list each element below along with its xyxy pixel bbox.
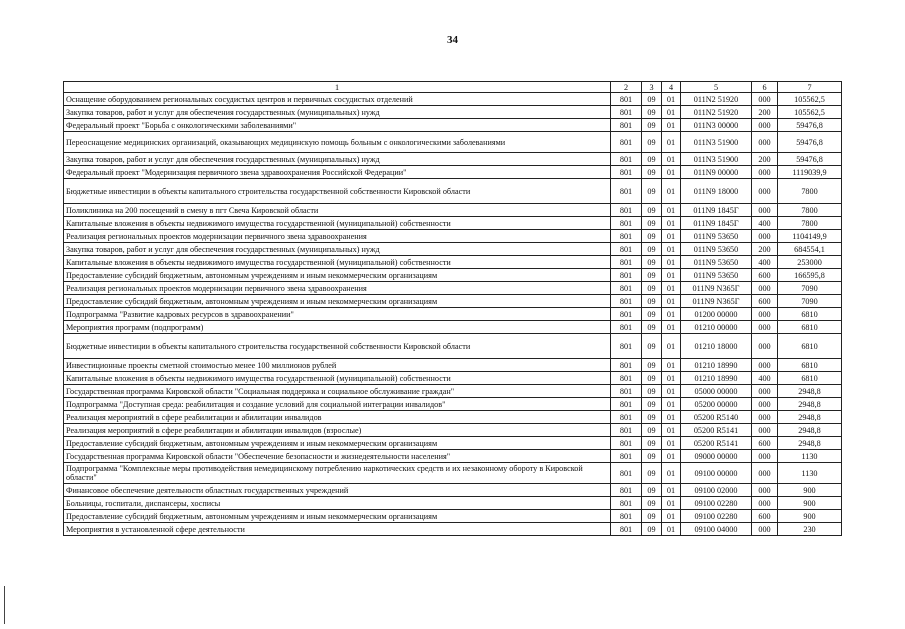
code-cell: 01 xyxy=(662,256,681,269)
code-cell: 09 xyxy=(642,256,662,269)
code-cell: 011N9 53650 xyxy=(681,243,752,256)
code-cell: 09 xyxy=(642,282,662,295)
code-cell: 801 xyxy=(611,359,642,372)
code-cell: 09 xyxy=(642,437,662,450)
column-header: 4 xyxy=(662,82,681,93)
code-cell: 011N2 51920 xyxy=(681,93,752,106)
code-cell: 09 xyxy=(642,295,662,308)
code-cell: 801 xyxy=(611,463,642,484)
row-name-cell: Предоставление субсидий бюджетным, автономным учреждениям и иным некоммерческим организациям xyxy=(64,510,611,523)
amount-cell: 59476,8 xyxy=(778,153,842,166)
amount-cell: 1119039,9 xyxy=(778,166,842,179)
code-cell: 801 xyxy=(611,295,642,308)
row-name-cell: Предоставление субсидий бюджетным, автономным учреждениям и иным некоммерческим организациям xyxy=(64,269,611,282)
code-cell: 801 xyxy=(611,93,642,106)
code-cell: 801 xyxy=(611,411,642,424)
code-cell: 09 xyxy=(642,153,662,166)
code-cell: 01 xyxy=(662,269,681,282)
code-cell: 011N9 1845Г xyxy=(681,217,752,230)
code-cell: 400 xyxy=(752,372,778,385)
code-cell: 01 xyxy=(662,463,681,484)
code-cell: 09100 02000 xyxy=(681,484,752,497)
code-cell: 01 xyxy=(662,450,681,463)
code-cell: 000 xyxy=(752,424,778,437)
code-cell: 01 xyxy=(662,510,681,523)
code-cell: 09100 00000 xyxy=(681,463,752,484)
code-cell: 05200 00000 xyxy=(681,398,752,411)
code-cell: 01 xyxy=(662,204,681,217)
table-row xyxy=(64,484,842,497)
amount-cell: 59476,8 xyxy=(778,119,842,132)
code-cell: 801 xyxy=(611,282,642,295)
code-cell: 400 xyxy=(752,217,778,230)
code-cell: 01 xyxy=(662,484,681,497)
amount-cell: 7090 xyxy=(778,295,842,308)
row-name-cell: Реализация региональных проектов модернизации первичного звена здравоохранения xyxy=(64,282,611,295)
code-cell: 011N9 1845Г xyxy=(681,204,752,217)
code-cell: 09 xyxy=(642,334,662,359)
code-cell: 000 xyxy=(752,132,778,153)
code-cell: 01 xyxy=(662,523,681,536)
code-cell: 01 xyxy=(662,424,681,437)
row-name-cell: Подпрограмма "Комплексные меры противодействия немедицинскому потреблению наркотических средств и их незаконному обороту в Кировской области" xyxy=(64,463,611,484)
column-header: 2 xyxy=(611,82,642,93)
code-cell: 09 xyxy=(642,119,662,132)
amount-cell: 2948,8 xyxy=(778,398,842,411)
code-cell: 000 xyxy=(752,497,778,510)
code-cell: 09 xyxy=(642,359,662,372)
amount-cell: 6810 xyxy=(778,321,842,334)
code-cell: 801 xyxy=(611,510,642,523)
amount-cell: 7800 xyxy=(778,217,842,230)
table-row xyxy=(64,93,842,106)
row-name-cell: Инвестиционные проекты сметной стоимостью менее 100 миллионов рублей xyxy=(64,359,611,372)
code-cell: 09 xyxy=(642,385,662,398)
code-cell: 09 xyxy=(642,308,662,321)
amount-cell: 7800 xyxy=(778,179,842,204)
code-cell: 01 xyxy=(662,230,681,243)
table-row xyxy=(64,510,842,523)
code-cell: 09 xyxy=(642,179,662,204)
code-cell: 000 xyxy=(752,166,778,179)
table-row xyxy=(64,523,842,536)
margin-mark xyxy=(4,586,5,624)
code-cell: 09 xyxy=(642,424,662,437)
code-cell: 01210 00000 xyxy=(681,321,752,334)
code-cell: 09 xyxy=(642,93,662,106)
amount-cell: 7800 xyxy=(778,204,842,217)
row-name-cell: Государственная программа Кировской области "Обеспечение безопасности и жизнедеятельности населения" xyxy=(64,450,611,463)
table-row xyxy=(64,398,842,411)
column-header: 1 xyxy=(64,82,611,93)
code-cell: 09 xyxy=(642,523,662,536)
code-cell: 01 xyxy=(662,359,681,372)
code-cell: 801 xyxy=(611,450,642,463)
code-cell: 011N9 18000 xyxy=(681,179,752,204)
code-cell: 011N9 53650 xyxy=(681,256,752,269)
table-row xyxy=(64,217,842,230)
code-cell: 09 xyxy=(642,230,662,243)
code-cell: 01 xyxy=(662,334,681,359)
code-cell: 011N3 51900 xyxy=(681,132,752,153)
row-name-cell: Реализация региональных проектов модернизации первичного звена здравоохранения xyxy=(64,230,611,243)
code-cell: 801 xyxy=(611,132,642,153)
code-cell: 09 xyxy=(642,243,662,256)
amount-cell: 6810 xyxy=(778,334,842,359)
amount-cell: 105562,5 xyxy=(778,93,842,106)
code-cell: 01 xyxy=(662,166,681,179)
code-cell: 01 xyxy=(662,179,681,204)
code-cell: 000 xyxy=(752,484,778,497)
code-cell: 01 xyxy=(662,411,681,424)
code-cell: 09000 00000 xyxy=(681,450,752,463)
row-name-cell: Поликлиника на 200 посещений в смену в пгт Свеча Кировской области xyxy=(64,204,611,217)
code-cell: 05200 R5141 xyxy=(681,424,752,437)
table-row xyxy=(64,153,842,166)
amount-cell: 6810 xyxy=(778,372,842,385)
table-row xyxy=(64,372,842,385)
code-cell: 01 xyxy=(662,497,681,510)
table-row xyxy=(64,269,842,282)
table-row xyxy=(64,282,842,295)
row-name-cell: Финансовое обеспечение деятельности областных государственных учреждений xyxy=(64,484,611,497)
table-row xyxy=(64,256,842,269)
code-cell: 01 xyxy=(662,398,681,411)
row-name-cell: Федеральный проект "Модернизация первичного звена здравоохранения Российской Федерации" xyxy=(64,166,611,179)
row-name-cell: Предоставление субсидий бюджетным, автономным учреждениям и иным некоммерческим организациям xyxy=(64,437,611,450)
amount-cell: 684554,1 xyxy=(778,243,842,256)
code-cell: 05200 R5140 xyxy=(681,411,752,424)
code-cell: 200 xyxy=(752,153,778,166)
code-cell: 801 xyxy=(611,385,642,398)
code-cell: 200 xyxy=(752,243,778,256)
table-row xyxy=(64,497,842,510)
row-name-cell: Подпрограмма "Доступная среда: реабилитация и создание условий для социальной интеграции инвалидов" xyxy=(64,398,611,411)
row-name-cell: Переоснащение медицинских организаций, оказывающих медицинскую помощь больным с онкологическими заболеваниями xyxy=(64,132,611,153)
amount-cell: 1130 xyxy=(778,450,842,463)
code-cell: 000 xyxy=(752,93,778,106)
code-cell: 801 xyxy=(611,119,642,132)
code-cell: 200 xyxy=(752,106,778,119)
code-cell: 000 xyxy=(752,308,778,321)
row-name-cell: Закупка товаров, работ и услуг для обеспечения государственных (муниципальных) нужд xyxy=(64,153,611,166)
table-row xyxy=(64,359,842,372)
code-cell: 011N3 51900 xyxy=(681,153,752,166)
code-cell: 600 xyxy=(752,510,778,523)
code-cell: 600 xyxy=(752,295,778,308)
code-cell: 01 xyxy=(662,132,681,153)
amount-cell: 166595,8 xyxy=(778,269,842,282)
code-cell: 05200 R5141 xyxy=(681,437,752,450)
code-cell: 801 xyxy=(611,256,642,269)
code-cell: 09 xyxy=(642,372,662,385)
row-name-cell: Предоставление субсидий бюджетным, автономным учреждениям и иным некоммерческим организациям xyxy=(64,295,611,308)
code-cell: 01210 18990 xyxy=(681,359,752,372)
code-cell: 01 xyxy=(662,372,681,385)
amount-cell: 59476,8 xyxy=(778,132,842,153)
code-cell: 000 xyxy=(752,450,778,463)
code-cell: 801 xyxy=(611,269,642,282)
table-row xyxy=(64,411,842,424)
table-row xyxy=(64,166,842,179)
code-cell: 09 xyxy=(642,106,662,119)
column-header: 3 xyxy=(642,82,662,93)
code-cell: 000 xyxy=(752,523,778,536)
row-name-cell: Капитальные вложения в объекты недвижимого имущества государственной (муниципальной) собственности xyxy=(64,256,611,269)
table-row xyxy=(64,321,842,334)
amount-cell: 900 xyxy=(778,510,842,523)
amount-cell: 2948,8 xyxy=(778,411,842,424)
code-cell: 801 xyxy=(611,106,642,119)
code-cell: 01 xyxy=(662,106,681,119)
code-cell: 01210 18000 xyxy=(681,334,752,359)
table-row xyxy=(64,243,842,256)
code-cell: 801 xyxy=(611,372,642,385)
code-cell: 011N9 N365Г xyxy=(681,282,752,295)
code-cell: 01 xyxy=(662,217,681,230)
table-row xyxy=(64,295,842,308)
code-cell: 09 xyxy=(642,411,662,424)
code-cell: 01 xyxy=(662,243,681,256)
code-cell: 000 xyxy=(752,282,778,295)
code-cell: 801 xyxy=(611,497,642,510)
code-cell: 011N9 53650 xyxy=(681,230,752,243)
code-cell: 01 xyxy=(662,308,681,321)
table-row xyxy=(64,119,842,132)
code-cell: 01210 18990 xyxy=(681,372,752,385)
table-row xyxy=(64,385,842,398)
code-cell: 400 xyxy=(752,256,778,269)
row-name-cell: Оснащение оборудованием региональных сосудистых центров и первичных сосудистых отделений xyxy=(64,93,611,106)
table-row xyxy=(64,179,842,204)
code-cell: 801 xyxy=(611,166,642,179)
row-name-cell: Капитальные вложения в объекты недвижимого имущества государственной (муниципальной) собственности xyxy=(64,372,611,385)
code-cell: 000 xyxy=(752,411,778,424)
code-cell: 01 xyxy=(662,321,681,334)
table-header-row xyxy=(64,82,842,93)
code-cell: 09 xyxy=(642,217,662,230)
amount-cell: 1104149,9 xyxy=(778,230,842,243)
code-cell: 801 xyxy=(611,179,642,204)
code-cell: 000 xyxy=(752,385,778,398)
amount-cell: 900 xyxy=(778,484,842,497)
amount-cell: 1130 xyxy=(778,463,842,484)
code-cell: 09100 02280 xyxy=(681,510,752,523)
amount-cell: 2948,8 xyxy=(778,437,842,450)
table-row xyxy=(64,106,842,119)
code-cell: 01 xyxy=(662,295,681,308)
code-cell: 801 xyxy=(611,437,642,450)
code-cell: 09 xyxy=(642,484,662,497)
code-cell: 011N9 00000 xyxy=(681,166,752,179)
code-cell: 01200 00000 xyxy=(681,308,752,321)
code-cell: 801 xyxy=(611,217,642,230)
code-cell: 801 xyxy=(611,308,642,321)
code-cell: 801 xyxy=(611,484,642,497)
code-cell: 801 xyxy=(611,398,642,411)
code-cell: 000 xyxy=(752,359,778,372)
column-header: 6 xyxy=(752,82,778,93)
code-cell: 600 xyxy=(752,269,778,282)
code-cell: 09100 02280 xyxy=(681,497,752,510)
column-header: 7 xyxy=(778,82,842,93)
code-cell: 000 xyxy=(752,398,778,411)
code-cell: 09 xyxy=(642,510,662,523)
code-cell: 09 xyxy=(642,398,662,411)
row-name-cell: Реализация мероприятий в сфере реабилитации и абилитации инвалидов xyxy=(64,411,611,424)
code-cell: 000 xyxy=(752,230,778,243)
amount-cell: 105562,5 xyxy=(778,106,842,119)
table-row xyxy=(64,204,842,217)
code-cell: 011N9 N365Г xyxy=(681,295,752,308)
code-cell: 09 xyxy=(642,497,662,510)
amount-cell: 2948,8 xyxy=(778,385,842,398)
row-name-cell: Федеральный проект "Борьба с онкологическими заболеваниями" xyxy=(64,119,611,132)
amount-cell: 2948,8 xyxy=(778,424,842,437)
table-row xyxy=(64,437,842,450)
row-name-cell: Мероприятия программ (подпрограмм) xyxy=(64,321,611,334)
table-body xyxy=(64,93,842,536)
table-row xyxy=(64,424,842,437)
code-cell: 000 xyxy=(752,204,778,217)
code-cell: 801 xyxy=(611,424,642,437)
table-row xyxy=(64,308,842,321)
code-cell: 01 xyxy=(662,437,681,450)
amount-cell: 6810 xyxy=(778,359,842,372)
code-cell: 000 xyxy=(752,463,778,484)
code-cell: 011N3 00000 xyxy=(681,119,752,132)
code-cell: 01 xyxy=(662,153,681,166)
code-cell: 801 xyxy=(611,243,642,256)
code-cell: 011N9 53650 xyxy=(681,269,752,282)
code-cell: 000 xyxy=(752,334,778,359)
row-name-cell: Капитальные вложения в объекты недвижимого имущества государственной (муниципальной) собственности xyxy=(64,217,611,230)
row-name-cell: Закупка товаров, работ и услуг для обеспечения государственных (муниципальных) нужд xyxy=(64,106,611,119)
row-name-cell: Бюджетные инвестиции в объекты капитального строительства государственной собственности Кировской области xyxy=(64,334,611,359)
code-cell: 09 xyxy=(642,450,662,463)
code-cell: 600 xyxy=(752,437,778,450)
amount-cell: 900 xyxy=(778,497,842,510)
table-row xyxy=(64,230,842,243)
table-row xyxy=(64,132,842,153)
code-cell: 09 xyxy=(642,321,662,334)
code-cell: 011N2 51920 xyxy=(681,106,752,119)
table-row xyxy=(64,334,842,359)
amount-cell: 253000 xyxy=(778,256,842,269)
code-cell: 09 xyxy=(642,132,662,153)
code-cell: 09 xyxy=(642,269,662,282)
amount-cell: 6810 xyxy=(778,308,842,321)
code-cell: 801 xyxy=(611,321,642,334)
row-name-cell: Мероприятия в установленной сфере деятельности xyxy=(64,523,611,536)
budget-table xyxy=(63,81,842,536)
code-cell: 09100 04000 xyxy=(681,523,752,536)
code-cell: 801 xyxy=(611,334,642,359)
code-cell: 01 xyxy=(662,385,681,398)
code-cell: 09 xyxy=(642,204,662,217)
row-name-cell: Больницы, госпитали, диспансеры, хосписы xyxy=(64,497,611,510)
table-row xyxy=(64,450,842,463)
row-name-cell: Реализация мероприятий в сфере реабилитации и абилитации инвалидов (взрослые) xyxy=(64,424,611,437)
code-cell: 801 xyxy=(611,230,642,243)
column-header: 5 xyxy=(681,82,752,93)
code-cell: 000 xyxy=(752,179,778,204)
code-cell: 05000 00000 xyxy=(681,385,752,398)
code-cell: 801 xyxy=(611,204,642,217)
code-cell: 09 xyxy=(642,166,662,179)
row-name-cell: Бюджетные инвестиции в объекты капитального строительства государственной собственности Кировской области xyxy=(64,179,611,204)
code-cell: 01 xyxy=(662,282,681,295)
row-name-cell: Закупка товаров, работ и услуг для обеспечения государственных (муниципальных) нужд xyxy=(64,243,611,256)
amount-cell: 7090 xyxy=(778,282,842,295)
code-cell: 801 xyxy=(611,153,642,166)
code-cell: 01 xyxy=(662,119,681,132)
code-cell: 801 xyxy=(611,523,642,536)
amount-cell: 230 xyxy=(778,523,842,536)
code-cell: 09 xyxy=(642,463,662,484)
code-cell: 01 xyxy=(662,93,681,106)
row-name-cell: Государственная программа Кировской области "Социальная поддержка и социальное обслуживание граждан" xyxy=(64,385,611,398)
code-cell: 000 xyxy=(752,321,778,334)
code-cell: 000 xyxy=(752,119,778,132)
row-name-cell: Подпрограмма "Развитие кадровых ресурсов в здравоохранении" xyxy=(64,308,611,321)
table-row xyxy=(64,463,842,484)
page-number: 34 xyxy=(447,34,458,46)
